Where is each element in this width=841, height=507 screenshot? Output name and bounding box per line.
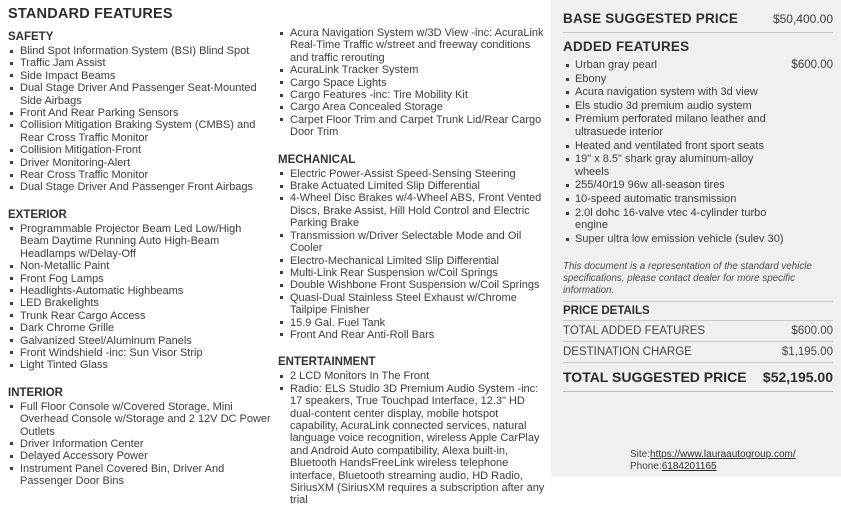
feature-item: Dark Chrome Grille xyxy=(8,322,272,334)
standard-features-column-left xyxy=(8,6,272,488)
feature-item: Cargo Space Lights xyxy=(278,77,546,89)
feature-item: 2 LCD Monitors In The Front xyxy=(278,370,546,382)
total-added-features-row xyxy=(563,321,833,342)
feature-item: Delayed Accessory Power xyxy=(8,450,272,462)
destination-charge-row xyxy=(563,342,833,363)
added-feature-price: $600.00 xyxy=(791,59,833,71)
feature-item: Cargo Features -inc: Tire Mobility Kit xyxy=(278,89,546,101)
feature-item: Front And Rear Anti-Roll Bars xyxy=(278,329,546,341)
added-feature-label: 2.0l dohc 16-valve vtec 4-cylinder turbo engine xyxy=(575,206,767,232)
feature-item: Dual Stage Driver And Passenger Seat-Mounted Side Airbags xyxy=(8,82,272,107)
added-feature-item xyxy=(563,207,833,232)
added-feature-label: Els studio 3d premium audio system xyxy=(575,99,752,112)
page-title: STANDARD FEATURES xyxy=(8,6,173,22)
feature-list-safety xyxy=(8,45,272,194)
added-feature-item xyxy=(563,100,833,113)
feature-item: Dual Stage Driver And Passenger Front Airbags xyxy=(8,181,272,193)
feature-item: 4-Wheel Disc Brakes w/4-Wheel ABS, Front Vented Discs, Brake Assist, Hill Hold Control and Electric Parking Brake xyxy=(278,192,546,229)
feature-item: Quasi-Dual Stainless Steel Exhaust w/Chrome Tailpipe Finisher xyxy=(278,292,546,317)
feature-item: Rear Cross Traffic Monitor xyxy=(8,169,272,181)
feature-item: Front Windshield -inc: Sun Visor Strip xyxy=(8,347,272,359)
feature-item: Front And Rear Parking Sensors xyxy=(8,107,272,119)
feature-item: Side Impact Beams xyxy=(8,70,272,82)
feature-item: AcuraLink Tracker System xyxy=(278,64,546,76)
added-feature-item xyxy=(563,113,833,138)
feature-item: Non-Metallic Paint xyxy=(8,260,272,272)
price-panel xyxy=(551,0,841,477)
added-feature-label: Ebony xyxy=(575,72,607,85)
feature-item: Multi-Link Rear Suspension w/Coil Springs xyxy=(278,267,546,279)
feature-item: LED Brakelights xyxy=(8,297,272,309)
feature-list-interior xyxy=(8,401,272,488)
added-feature-item xyxy=(563,179,833,192)
feature-list-exterior xyxy=(8,223,272,372)
added-feature-label: Premium perforated milano leather and ultrasuede interior xyxy=(575,113,766,138)
feature-item: Programmable Projector Beam Led Low/High Beam Daytime Running Auto High-Beam Headlamps w/Delay-Off xyxy=(8,223,272,260)
phone-link[interactable]: 6184201165 xyxy=(661,460,717,472)
total-added-features-label: TOTAL ADDED FEATURES xyxy=(563,325,706,338)
added-feature-item xyxy=(563,73,833,86)
added-feature-item xyxy=(563,193,833,206)
feature-item: 15.9 Gal. Fuel Tank xyxy=(278,317,546,329)
section-entertainment xyxy=(278,356,546,506)
added-feature-label: 10-speed automatic transmission xyxy=(575,192,737,205)
base-price-row xyxy=(563,8,833,33)
added-feature-label: 255/40r19 96w all-season tires xyxy=(575,179,725,192)
feature-item: Collision Mitigation Braking System (CMBS) and Rear Cross Traffic Monitor xyxy=(8,119,272,144)
total-added-features-value: $600.00 xyxy=(791,325,833,338)
dealer-contact xyxy=(630,449,796,472)
site-link[interactable]: https://www.lauraautogroup.com/ xyxy=(650,449,796,460)
feature-list-entertainment xyxy=(278,370,546,506)
feature-item: Headlights-Automatic Highbeams xyxy=(8,285,272,297)
added-feature-item xyxy=(563,140,833,153)
phone-line xyxy=(630,461,796,473)
feature-item: Transmission w/Driver Selectable Mode and Oil Cooler xyxy=(278,230,546,255)
site-line xyxy=(630,449,796,461)
section-heading-safety: SAFETY xyxy=(8,31,54,43)
feature-item: Driver Monitoring-Alert xyxy=(8,157,272,169)
total-suggested-price-value: $52,195.00 xyxy=(762,369,833,386)
feature-item: Front Fog Lamps xyxy=(8,273,272,285)
disclaimer-text: This document is a representation of the standard vehicle specifications, please contact dealer for more specific information. xyxy=(563,261,812,297)
feature-item: Brake Actuated Limited Slip Differential xyxy=(278,180,546,192)
feature-item: Double Wishbone Front Suspension w/Coil Springs xyxy=(278,279,546,291)
section-safety xyxy=(8,31,272,194)
feature-item: Blind Spot Information System (BSI) Blind Spot xyxy=(8,45,272,57)
feature-item: Trunk Rear Cargo Access xyxy=(8,310,272,322)
standard-features-column-middle xyxy=(278,27,546,507)
added-feature-label: Heated and ventilated front sport seats xyxy=(575,139,764,152)
destination-charge-value: $1,195.00 xyxy=(781,346,833,359)
added-feature-label: Super ultra low emission vehicle (sulev 30) xyxy=(575,232,784,245)
feature-list-continued xyxy=(278,27,546,139)
section-heading-entertainment: ENTERTAINMENT xyxy=(278,356,376,369)
feature-item: Driver Information Center xyxy=(8,438,272,450)
added-feature-item xyxy=(563,233,833,246)
destination-charge-label: DESTINATION CHARGE xyxy=(563,346,692,359)
added-feature-item xyxy=(563,59,833,72)
added-feature-label: Acura navigation system with 3d view xyxy=(575,86,758,99)
added-feature-item xyxy=(563,86,833,99)
feature-item: Instrument Panel Covered Bin, Driver And Passenger Door Bins xyxy=(8,463,272,488)
feature-item: Electro-Mechanical Limited Slip Differential xyxy=(278,255,546,267)
feature-item: Galvanized Steel/Aluminum Panels xyxy=(8,335,272,347)
section-mechanical xyxy=(278,154,546,342)
added-feature-item xyxy=(563,153,833,178)
section-exterior xyxy=(8,209,272,372)
added-features-heading: ADDED FEATURES xyxy=(563,39,690,54)
feature-item: Full Floor Console w/Covered Storage, Mini Overhead Console w/Storage and 2 12V DC Power Outlets xyxy=(8,401,272,438)
added-feature-label: Urban gray pearl xyxy=(575,59,657,71)
base-price-label: BASE SUGGESTED PRICE xyxy=(563,11,739,26)
added-feature-label: 19" x 8.5" shark gray aluminum-alloy wheels xyxy=(575,153,754,178)
added-features-list xyxy=(563,59,833,245)
feature-item: Traffic Jam Assist xyxy=(8,57,272,69)
feature-item: Collision Mitigation-Front xyxy=(8,144,272,156)
total-suggested-price-row xyxy=(563,363,833,392)
feature-item: Acura Navigation System w/3D View -inc: AcuraLink Real-Time Traffic w/street and freeway conditions and traffic rerouting xyxy=(278,27,546,64)
total-suggested-price-label: TOTAL SUGGESTED PRICE xyxy=(563,369,747,386)
feature-list-mechanical xyxy=(278,168,546,342)
price-details-heading: PRICE DETAILS xyxy=(563,301,833,321)
section-heading-interior: INTERIOR xyxy=(8,386,63,399)
feature-item: Electric Power-Assist Speed-Sensing Steering xyxy=(278,168,546,180)
feature-item: Radio: ELS Studio 3D Premium Audio System -inc: 17 speakers, True Touchpad Interface, 12.3" HD dual-content center display, mobile hotspot capability, AcuraLink connected services, natural language voice recognition, wireless Apple CarPlay and Android Auto compatibility, Alexa built-in, Bluetooth HandsFreeLink wireless telephone interface, Bluetooth streaming audio, HD Radio, SiriusXM (SiriusXM requires a subscription after any trial xyxy=(278,383,546,507)
feature-item: Carpet Floor Trim and Carpet Trunk Lid/Rear Cargo Door Trim xyxy=(278,114,546,139)
base-price-value: $50,400.00 xyxy=(772,12,833,26)
section-interior-continued xyxy=(278,27,546,139)
section-heading-mechanical: MECHANICAL xyxy=(278,153,356,166)
section-interior xyxy=(8,387,272,488)
site-label: Site: xyxy=(630,449,651,460)
phone-label: Phone: xyxy=(630,460,662,472)
feature-item: Cargo Area Concealed Storage xyxy=(278,101,546,113)
section-heading-exterior: EXTERIOR xyxy=(8,208,67,221)
feature-item: Light Tinted Glass xyxy=(8,359,272,371)
